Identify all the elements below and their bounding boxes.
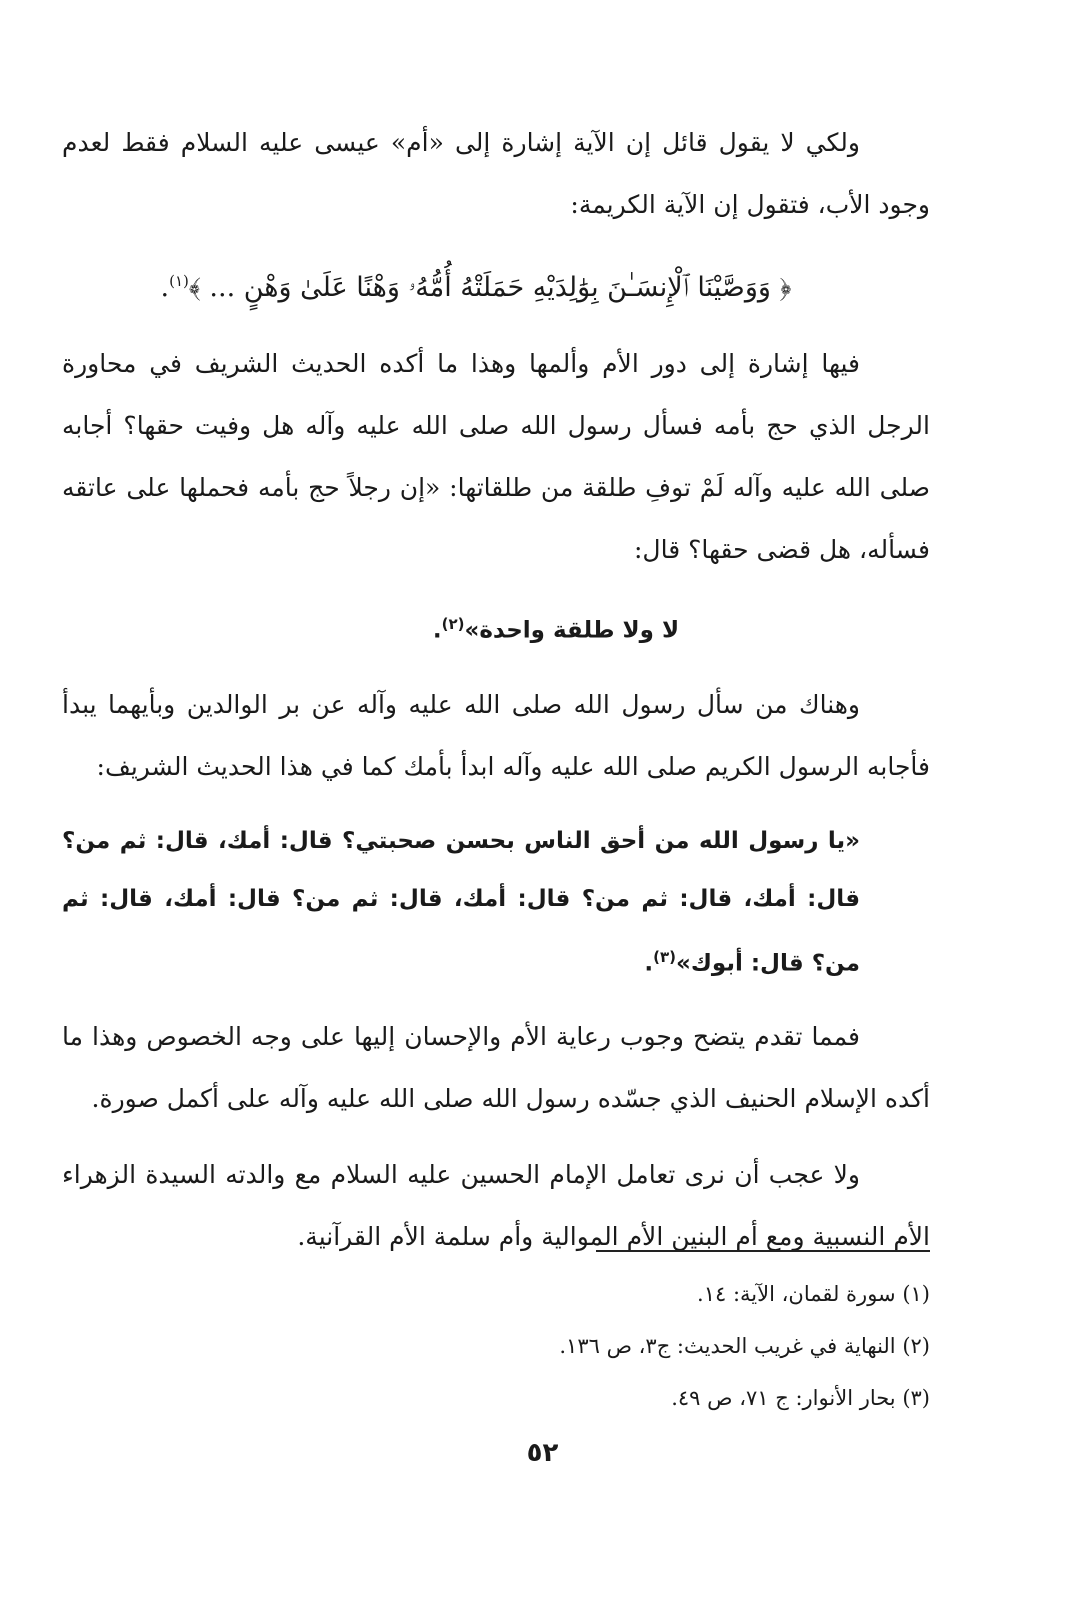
footnote-3: (٣) بحار الأنوار: ج ٧١، ص ٤٩. [671, 1386, 930, 1410]
page-number: ٥٢ [526, 1438, 559, 1468]
paragraph-1: ولكي لا يقول قائل إن الآية إشارة إلى «أم» عيسى عليه السلام فقط لعدم وجود الأب، فتقول إن الآية الكريمة: [62, 128, 930, 219]
quran-verse: ﴿ وَوَصَّيْنَا ٱلْإِنسَـٰنَ بِوَٰلِدَيْهِ حَمَلَتْهُ أُمُّهُۥ وَهْنًا عَلَىٰ وَهْنٍ ... ﴾$^{(١)}$. [160, 272, 792, 303]
paragraph-5: ولا عجب أن نرى تعامل الإمام الحسين عليه السلام مع والدته السيدة الزهراء الأم النسبية ومع أم البنين الأم الموالية وأم سلمة الأم القرآنية. [62, 1160, 930, 1252]
footnote-2: (٢) النهاية في غريب الحديث: ج٣، ص ١٣٦. [559, 1334, 930, 1358]
hadith-quote-1: لا ولا طلقة واحدة»$^{(٢)}$. [432, 615, 680, 644]
footnote-1: (١) سورة لقمان، الآية: ١٤. [697, 1282, 930, 1306]
verse-footnote-ref: (١) [169, 272, 189, 290]
verse-text: ﴿ وَوَصَّيْنَا ٱلْإِنسَـٰنَ بِوَٰلِدَيْهِ حَمَلَتْهُ أُمُّهُۥ وَهْنًا عَلَىٰ وَهْنٍ ... ﴾ [188, 272, 792, 303]
paragraph-4: فمما تقدم يتضح وجوب رعاية الأم والإحسان إليها على وجه الخصوص وهذا ما أكده الإسلام الحنيف الذي جسّده رسول الله صلى الله عليه وآله على أكمل صورة. [62, 1022, 930, 1114]
hadith-quote-2: «يا رسول الله من أحق الناس بحسن صحبتي؟ قال: أمك، قال: ثم من؟ قال: أمك، قال: ثم من؟ قال: أمك، قال: ثم من؟ قال: أمك، قال: ثم من؟ قال: أبوك»$^{(٣)}$. [62, 827, 860, 977]
hadith-2-text: «يا رسول الله من أحق الناس بحسن صحبتي؟ قال: أمك، قال: ثم من؟ قال: أمك، قال: ثم من؟ قال: أمك، قال: ثم من؟ قال: أمك، قال: ثم من؟ قال: أبوك» [62, 827, 860, 977]
hadith-1-footnote-ref: (٢) [441, 615, 465, 633]
hadith-2-footnote-ref: (٣) [653, 947, 676, 966]
paragraph-2: فيها إشارة إلى دور الأم وألمها وهذا ما أكده الحديث الشريف في محاورة الرجل الذي حج بأمه فسأل رسول الله صلى الله عليه وآله هل وفيت حقها؟ أجابه صلى الله عليه وآله لَمْ توفِ طلقة من طلقاتها: «إن رجلاً حج بأمه فحملها على عاتقه فسأله، هل قضى حقها؟ قال: [62, 349, 930, 564]
paragraph-3: وهناك من سأل رسول الله صلى الله عليه وآله عن بر الوالدين وبأيهما يبدأ فأجابه الرسول الكريم صلى الله عليه وآله ابدأ بأمك كما في هذا الحديث الشريف: [62, 689, 930, 781]
footnote-divider [596, 1250, 930, 1252]
hadith-1-text: لا ولا طلقة واحدة» [464, 617, 680, 644]
footnotes [559, 1268, 930, 1424]
